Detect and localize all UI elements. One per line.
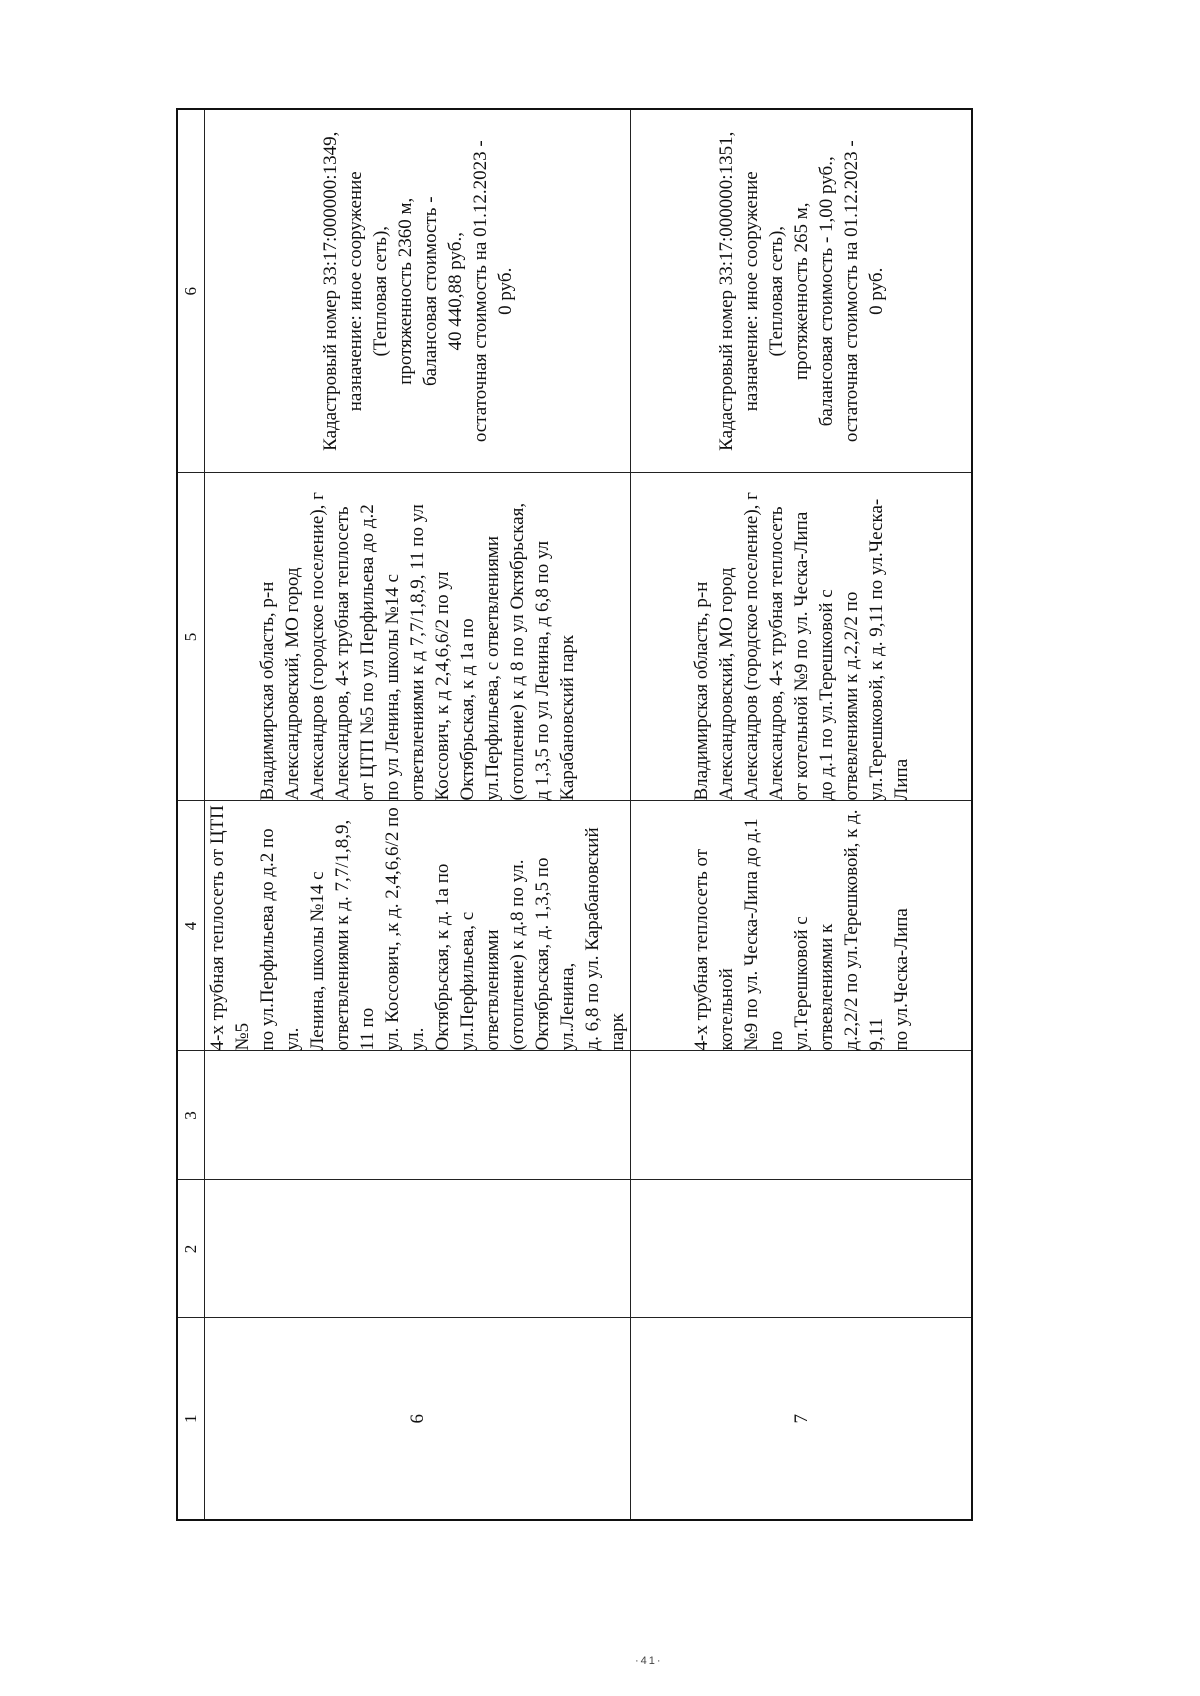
cadastral-line: протяженность 265 м, <box>790 202 812 381</box>
cadastral-line: протяженность 2360 м, <box>394 197 416 385</box>
object-name-line: 4-х трубная теплосеть от ЦТП №5 <box>207 805 253 1051</box>
property-register-table <box>176 108 973 1521</box>
object-name-line: 4-х трубная теплосеть от котельной <box>690 848 737 1051</box>
cadastral-line: 0 руб. <box>865 267 887 315</box>
table-row <box>631 109 973 1520</box>
address-line: Александров, 4-х трубная теплосеть <box>332 506 353 801</box>
rotated-table-wrapper <box>176 110 934 1521</box>
object-name-line: по ул.Перфильева до д.2 по ул. <box>257 828 303 1051</box>
address-line: от ЦТП №5 по ул Перфильева до д.2 <box>357 504 378 801</box>
object-name-line: д. 6,8 по ул. Карабановский парк <box>582 827 628 1051</box>
object-name-line: Октябрьская, д. 1,3,5 по ул.Ленина, <box>532 857 578 1051</box>
address-line: Александров (городское поселение), г <box>307 492 328 801</box>
address-line: от котельной №9 по ул. Ческа-Липа <box>790 511 812 801</box>
empty-cell-col3 <box>205 1051 631 1180</box>
header-cell-2: 2 <box>177 1180 205 1318</box>
address-cell <box>205 473 631 801</box>
address-line: Александровский, МО город <box>715 567 737 801</box>
address-line: Владимирская область, р-н <box>690 581 712 801</box>
header-cell-6: 6 <box>177 109 205 473</box>
header-cell-5: 5 <box>177 473 205 801</box>
object-name-line: ул.Перфильева, с ответвлениями <box>457 911 503 1051</box>
address-line: ул.Перфильева, с ответвлениями <box>482 536 503 801</box>
object-name-line: ул.Терешковой с отвевлениями к <box>790 916 837 1051</box>
row-number-cell: 6 <box>205 1318 631 1520</box>
object-name-line: (отопление) к д.8 по ул. <box>507 859 528 1051</box>
cadastral-line: 40 440,88 руб., <box>444 232 466 351</box>
cadastral-line: (Тепловая сеть), <box>765 225 787 357</box>
page-number-mark: ·41· <box>635 1655 663 1667</box>
row-number-cell: 7 <box>631 1318 973 1520</box>
object-name-line: Ленина, школы №14 с <box>307 871 328 1051</box>
cadastral-line: назначение: иное сооружение <box>740 171 762 412</box>
object-name-line: ул. Коссович, ,к д. 2,4,6,6/2 по ул. <box>382 807 428 1051</box>
address-line: по ул Ленина, школы №14 с <box>382 574 403 801</box>
address-line: Коссович, к д 2,4,6,6/2 по ул <box>432 571 453 801</box>
cadastral-line: Кадастровый номер 33:17:000000:1351, <box>715 131 737 451</box>
address-line: (отопление) к д 8 по ул Октябрьская, <box>507 502 528 801</box>
address-line: Владимирская область, р-н <box>257 581 278 801</box>
cadastral-line: Кадастровый номер 33:17:000000:1349, <box>319 131 341 451</box>
address-line: Липа <box>890 758 912 801</box>
header-cell-1: 1 <box>177 1318 205 1520</box>
empty-cell-col2 <box>205 1180 631 1318</box>
object-name-cell <box>205 801 631 1051</box>
object-name-cell <box>631 801 973 1051</box>
address-line: Карабановский парк <box>557 635 578 801</box>
object-name-line: ответвлениями к д. 7,7/1,8,9, 11 по <box>332 819 378 1051</box>
cadastral-info-cell <box>205 109 631 473</box>
empty-cell-col3 <box>631 1051 973 1180</box>
address-line: Александров (городское поселение), г <box>740 492 762 801</box>
table-header-row <box>177 109 205 1520</box>
empty-cell-col2 <box>631 1180 973 1318</box>
address-line: отвевлениями к д.2,2/2 по <box>840 591 862 801</box>
cadastral-info-cell <box>631 109 973 473</box>
object-name-line: д.2,2/2 по ул.Терешковой, к д. 9,11 <box>840 809 887 1051</box>
table-row <box>205 109 631 1520</box>
cadastral-line: балансовая стоимость - <box>419 196 441 387</box>
cadastral-line: назначение: иное сооружение <box>344 171 366 412</box>
address-line: до д.1 по ул.Терешковой с <box>815 589 837 801</box>
address-line: Александров, 4-х трубная теплосеть <box>765 506 787 801</box>
cadastral-line: (Тепловая сеть), <box>369 225 391 357</box>
address-line: Александровский, МО город <box>282 567 303 801</box>
header-cell-4: 4 <box>177 801 205 1051</box>
cadastral-line: балансовая стоимость - 1,00 руб., <box>815 156 837 427</box>
address-cell <box>631 473 973 801</box>
address-line: Октябрьская, к д 1а по <box>457 618 478 801</box>
cadastral-line: остаточная стоимость на 01.12.2023 - <box>840 140 862 443</box>
object-name-line: по ул.Ческа-Липа <box>890 908 912 1051</box>
address-line: ответвлениями к д 7,7/1,8,9, 11 по ул <box>407 504 428 801</box>
object-name-line: №9 по ул. Ческа-Липа до д.1 по <box>740 818 787 1051</box>
address-line: ул.Терешковой, к д. 9,11 по ул.Ческа- <box>865 498 887 801</box>
address-line: д 1,3,5 по ул Ленина, д 6,8 по ул <box>532 540 553 801</box>
cadastral-line: остаточная стоимость на 01.12.2023 - <box>469 140 491 443</box>
cadastral-line: 0 руб. <box>494 267 516 315</box>
object-name-line: Октябрьская, к д. 1а по <box>432 863 453 1051</box>
header-cell-3: 3 <box>177 1051 205 1180</box>
